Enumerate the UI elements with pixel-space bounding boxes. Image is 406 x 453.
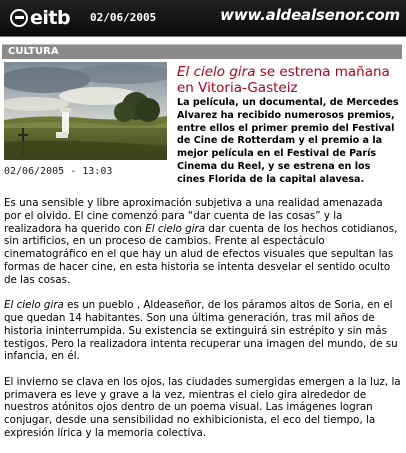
paragraph-1-film: El cielo gira bbox=[145, 222, 206, 235]
article-title-film: El cielo gira bbox=[177, 64, 256, 80]
landscape-photo-icon bbox=[4, 62, 167, 160]
paragraph-2-film: El cielo gira bbox=[4, 299, 64, 312]
site-header bbox=[0, 0, 406, 37]
paragraph-1-b: dar cuenta de los hechos cotidianos, sin artificios, en un proceso de cambios. Frente al espectáculo cinematográfico en el que hay un alud de efectos visuales que sepultan las formas de hacer cine, en esta historia se intenta desvelar el sentido oculto de las cosas. bbox=[4, 222, 398, 286]
section-bar bbox=[2, 44, 402, 59]
site-url-link[interactable]: www.aldealsenor.com bbox=[220, 6, 400, 24]
article-lead: La película, un documental, de Mercedes Alvarez ha recibido numerosos premios, entre ellos el primer premio del Festival de Cine de Rotterdam y el premio a la mejor película en el Festival de París Cinema du Reel, y se estrena en los cines Florida de la capital alavesa. bbox=[177, 97, 399, 185]
logo-text: eitb bbox=[30, 7, 71, 29]
paragraph-2 bbox=[4, 299, 402, 363]
header-date: 02/06/2005 bbox=[90, 11, 157, 24]
article-body bbox=[4, 197, 402, 452]
photo-timestamp: 02/06/2005 - 13:03 bbox=[4, 166, 113, 177]
paragraph-1-a: Es una sensible y libre aproximación subjetiva a una realidad amenazada por el olvido. El cine comenzó para “dar cuenta de las cosas” y la realizadora ha querido con bbox=[4, 197, 383, 235]
paragraph-2-b: es un pueblo , Aldeaseñor, de los páramos altos de Soria, en el que quedan 14 habitantes. Son una última generación, tras mil años de historia ininterrumpida. Su existencia se extinguirá sin estrépito y sin más testigos. Pero la realizadora intenta recuperar una imagen del mundo, de su infancia, en él. bbox=[4, 299, 398, 363]
eitb-logo[interactable] bbox=[10, 6, 70, 30]
section-label: CULTURA bbox=[8, 46, 59, 57]
article-photo bbox=[4, 62, 167, 160]
article-title-rest: se estrena mañana en Vitoria-Gasteiz bbox=[177, 64, 390, 96]
eitb-logo-icon bbox=[10, 9, 28, 27]
paragraph-3: El invierno se clava en los ojos, las ciudades sumergidas emergen a la luz, la primavera es leve y grave a la vez, mientras el cielo gira alrededor de nuestros atónitos ojos dentro de un poema visual. Las imágenes logran conjugar, desde una sensibilidad no exhibicionista, el eco del tiempo, la expresión lírica y la memoria colectiva. bbox=[4, 375, 401, 439]
article-title[interactable] bbox=[177, 64, 399, 96]
paragraph-1 bbox=[4, 197, 402, 287]
